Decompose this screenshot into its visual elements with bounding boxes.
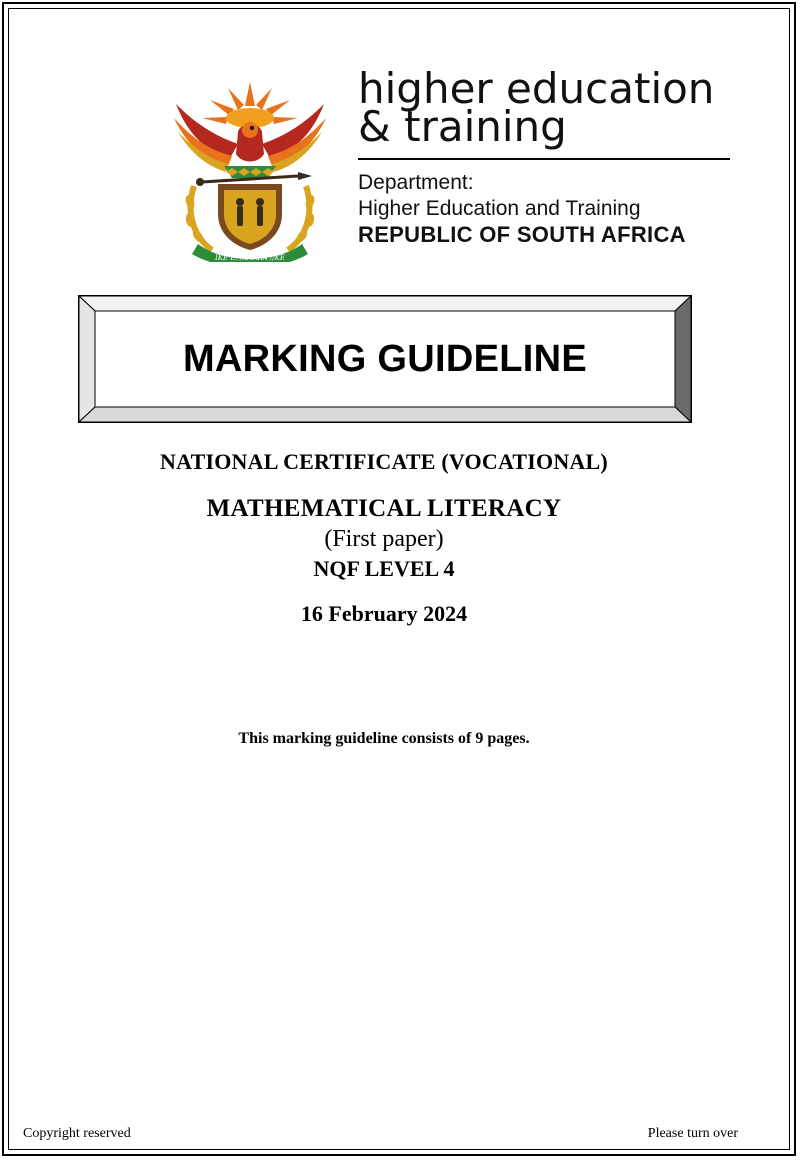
exam-date: 16 February 2024 bbox=[300, 601, 468, 626]
certificate-name: NATIONAL CERTIFICATE (VOCATIONAL) bbox=[160, 449, 608, 474]
department-label: Department: bbox=[358, 171, 474, 194]
coat-of-arms-icon bbox=[168, 74, 332, 262]
paper-number: (First paper) bbox=[324, 526, 444, 552]
footer-turn-over: Please turn over bbox=[647, 1126, 738, 1141]
nqf-level: NQF LEVEL 4 bbox=[313, 556, 455, 581]
motto-text: IKE E: /XARRA //KE bbox=[214, 254, 286, 262]
department-name: Higher Education and Training bbox=[358, 197, 641, 220]
department-title-line2: & training bbox=[358, 102, 567, 151]
document-title: MARKING GUIDELINE bbox=[182, 337, 588, 380]
department-title-line1: higher education bbox=[358, 64, 715, 113]
department-divider bbox=[358, 158, 730, 160]
country-name: REPUBLIC OF SOUTH AFRICA bbox=[358, 222, 686, 247]
title-banner bbox=[78, 295, 692, 423]
footer-copyright: Copyright reserved bbox=[23, 1126, 131, 1141]
department-block bbox=[358, 64, 738, 248]
page-count-note: This marking guideline consists of 9 pages. bbox=[238, 730, 530, 747]
subject-name: MATHEMATICAL LITERACY bbox=[206, 495, 562, 522]
